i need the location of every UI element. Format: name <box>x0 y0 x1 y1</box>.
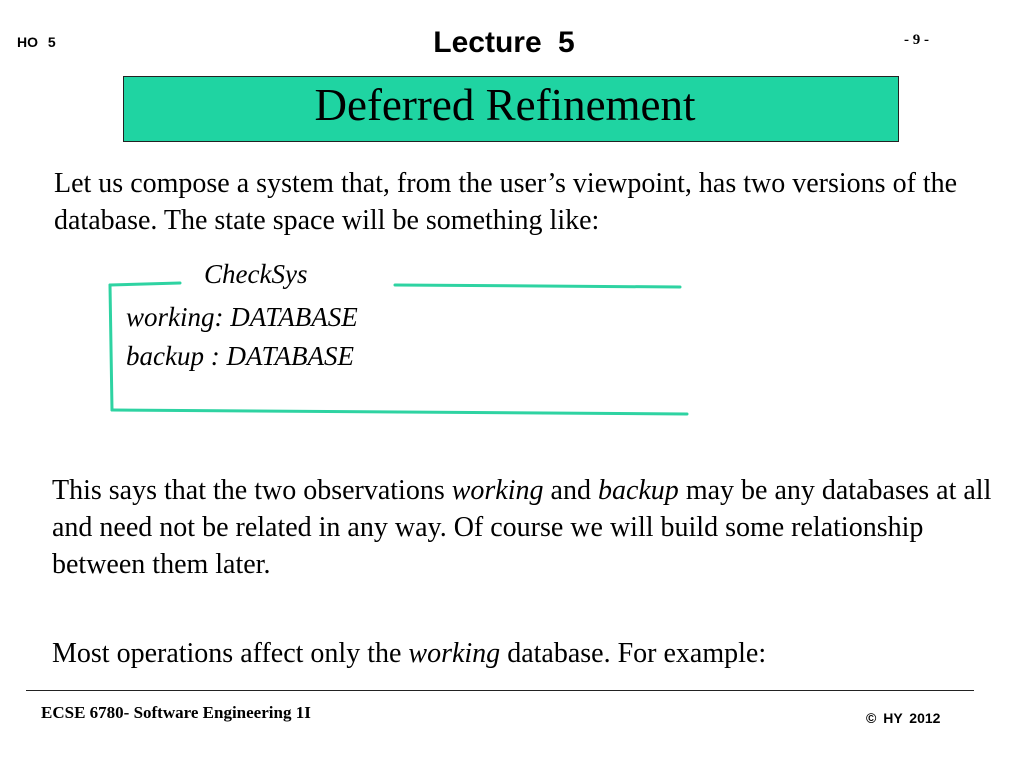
emphasis-working: working <box>451 475 544 506</box>
intro-paragraph: Let us compose a system that, from the user’s viewpoint, has two versions of the database. The state space will be something like: <box>54 168 958 236</box>
schema-top-left-line <box>110 283 180 285</box>
explanation-paragraph <box>52 472 1002 583</box>
footer-divider <box>26 690 974 691</box>
text-run: may be any databases at all and need not be related in any way. Of course we will build some relationship between them later. <box>52 475 992 580</box>
schema-left-line <box>110 285 112 410</box>
schema-top-right-line <box>395 285 680 287</box>
lecture-heading: Lecture 5 <box>433 26 575 59</box>
text-run: and <box>543 475 598 506</box>
footer-course: ECSE 6780- Software Engineering 1I <box>41 703 311 722</box>
slide-title: Deferred Refinement <box>314 80 696 130</box>
text-run: Most operations affect only the <box>52 638 409 669</box>
schema-declaration: backup : DATABASE <box>126 341 354 371</box>
schema-declaration: working: DATABASE <box>126 302 358 332</box>
text-run: This says that the two observations <box>52 475 452 506</box>
text-run: database. For example: <box>500 638 767 669</box>
operations-paragraph <box>52 635 1002 672</box>
emphasis-backup: backup <box>597 475 679 506</box>
emphasis-working: working <box>408 638 501 669</box>
handout-number: HO 5 <box>17 34 56 50</box>
footer-copyright: © HY 2012 <box>866 710 941 726</box>
schema-bottom-line <box>112 410 687 414</box>
schema-name: CheckSys <box>204 259 308 289</box>
page-number: - 9 - <box>904 32 929 48</box>
